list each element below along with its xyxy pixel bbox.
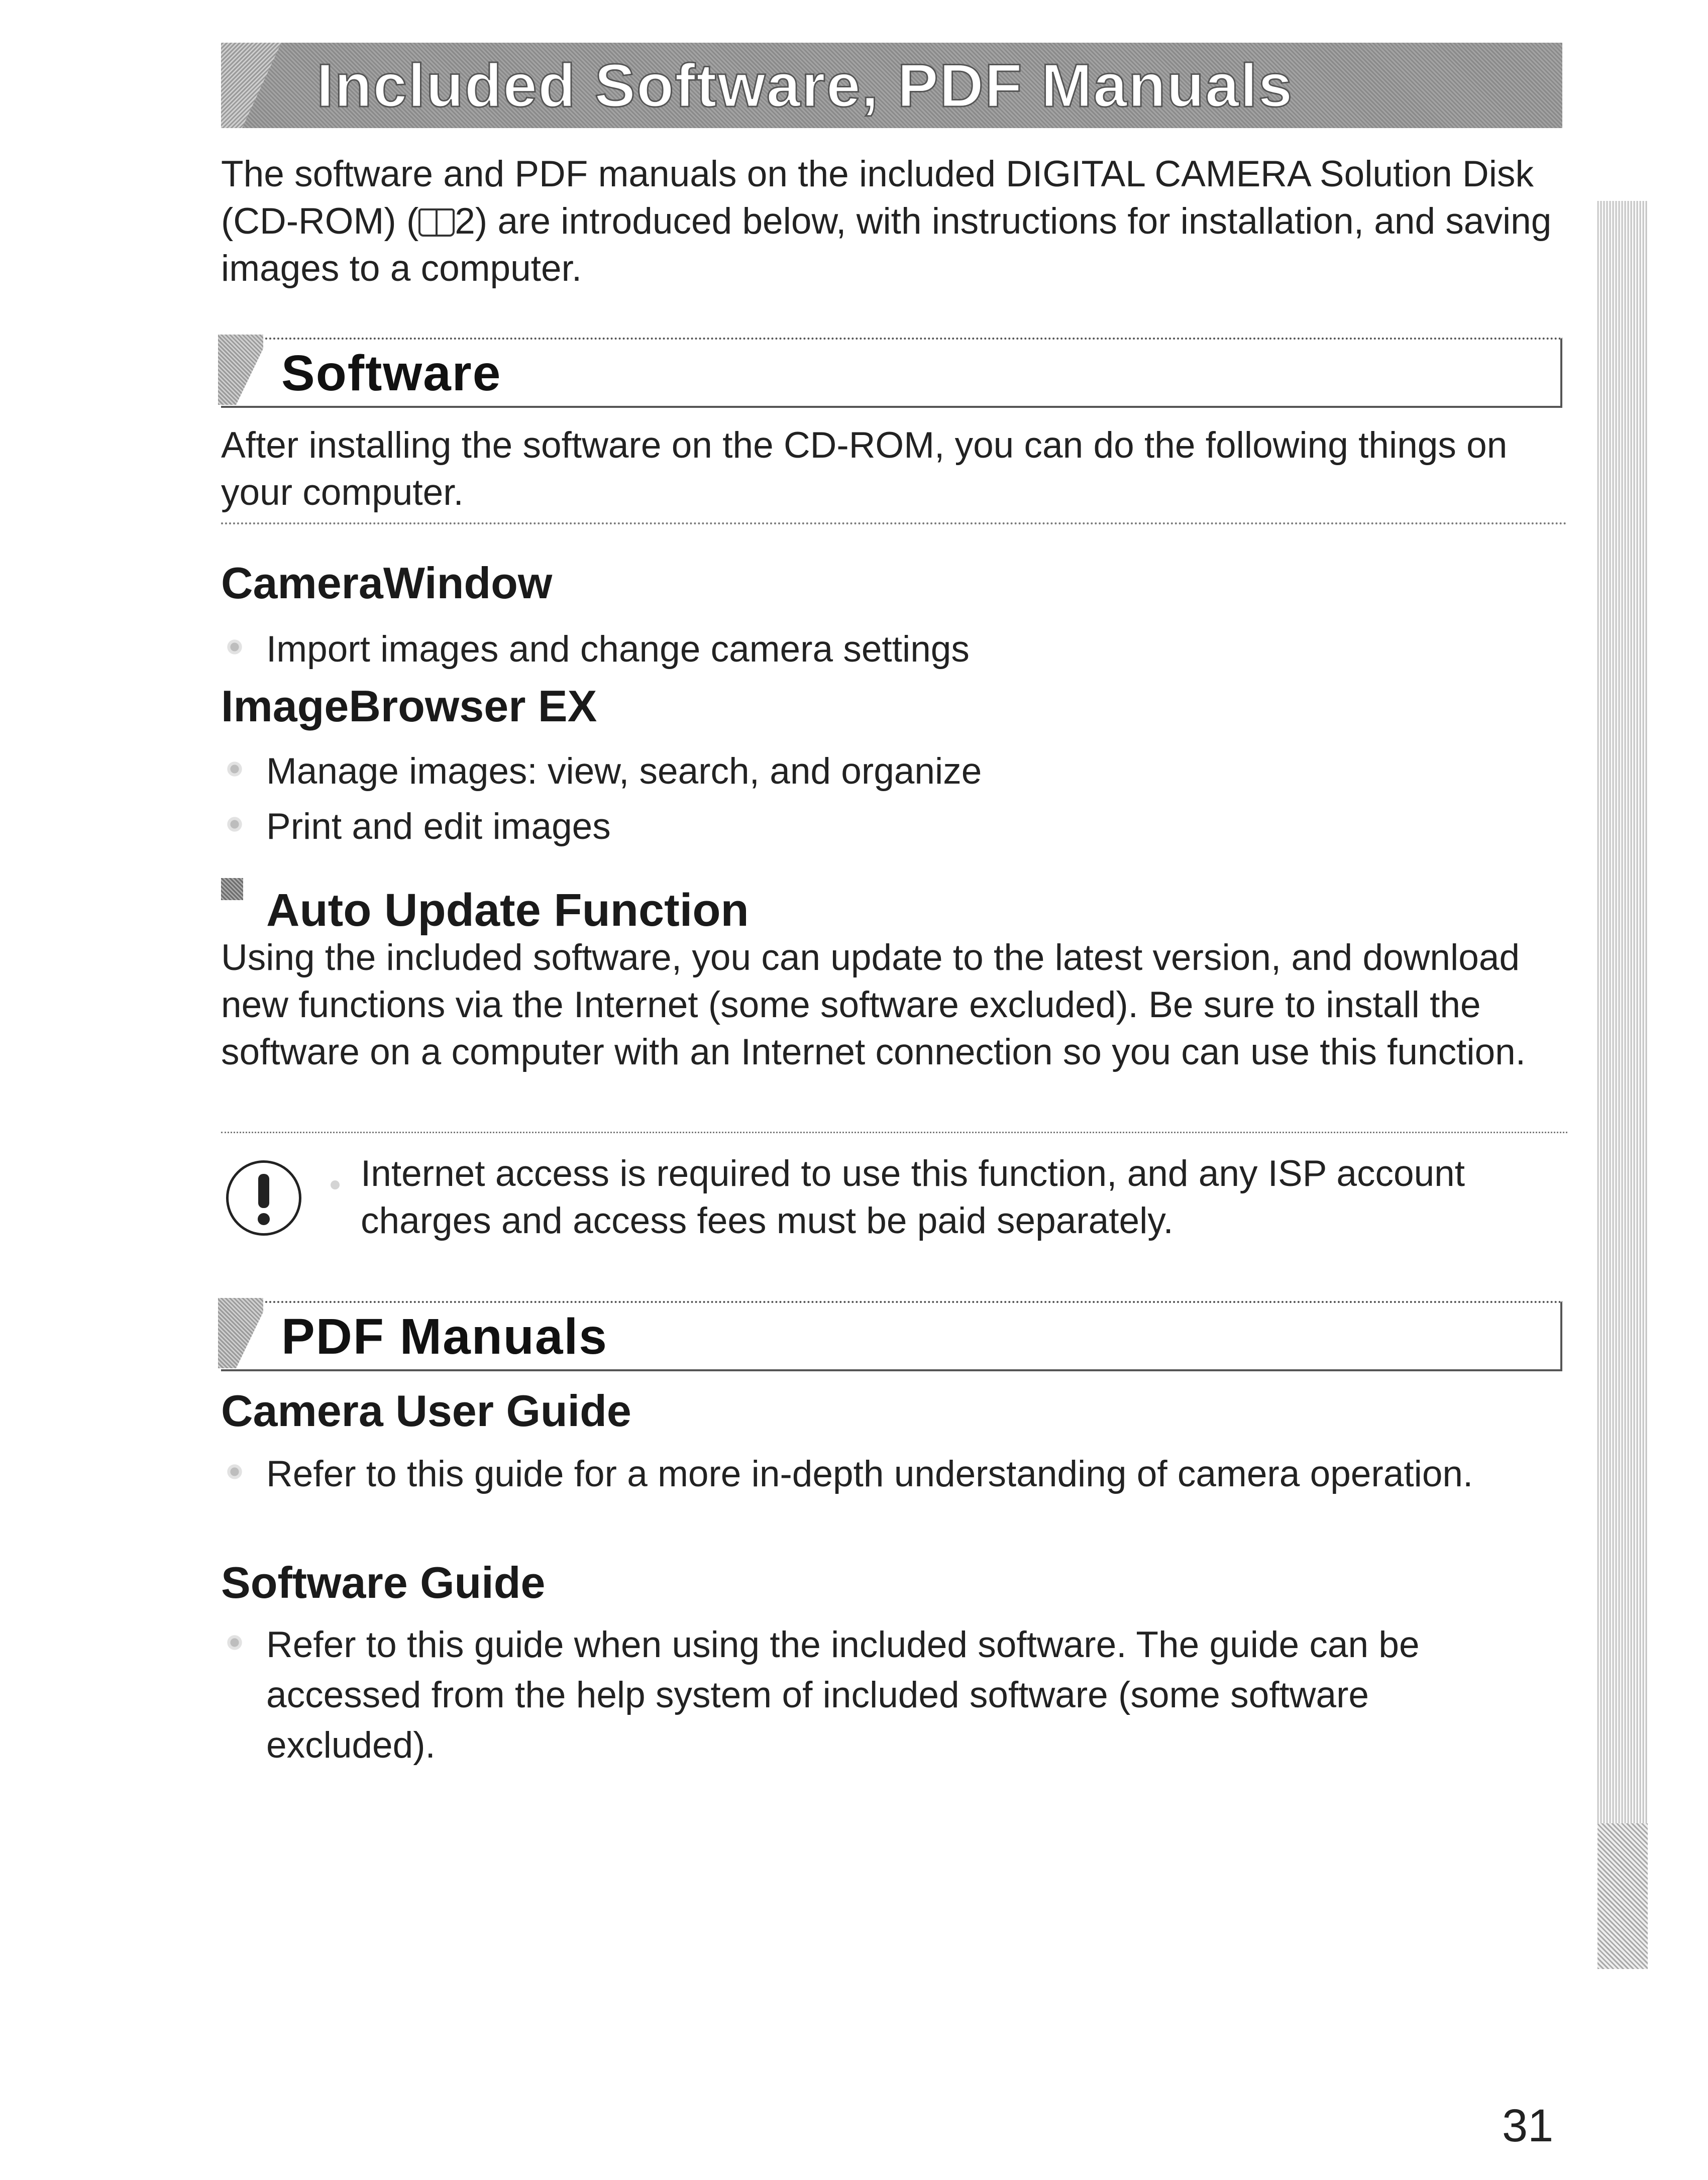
list-item xyxy=(221,746,1527,797)
list-item xyxy=(221,802,1527,852)
list-item-text: Import images and change camera settings xyxy=(266,629,970,670)
software-section-title: Software xyxy=(281,345,502,401)
intro-ref-page: 2 xyxy=(455,201,475,242)
bullet-icon xyxy=(226,760,243,778)
chapter-tab-strip xyxy=(1597,201,1648,1969)
dotted-divider xyxy=(221,522,1567,524)
chapter-tab-marker xyxy=(1597,1823,1648,1969)
intro-paragraph xyxy=(221,151,1567,292)
caution-icon-point xyxy=(258,1213,270,1225)
list-item-text: Refer to this guide when using the included software. The guide can be accessed from the help system of included software (some software excluded). xyxy=(266,1624,1420,1766)
auto-update-title: Auto Update Function xyxy=(266,885,749,936)
section-flag-icon xyxy=(218,335,263,405)
intro-text-end: ) are introduced below, with instructions for installation, and saving images to a computer. xyxy=(221,201,1552,289)
caution-note: Internet access is required to use this function, and any ISP account charges and access fees must be paid separately. xyxy=(361,1153,1465,1241)
bullet-icon xyxy=(226,1634,243,1651)
caution-icon-bar xyxy=(258,1174,269,1208)
square-marker-icon xyxy=(221,878,243,900)
page-number: 31 xyxy=(1502,2100,1554,2151)
software-description: After installing the software on the CD-ROM, you can do the following things on your computer. xyxy=(221,425,1508,513)
list-item-text: Print and edit images xyxy=(266,806,611,847)
section-flag-icon xyxy=(218,1298,263,1368)
auto-update-body: Using the included software, you can update to the latest version, and download new functions via the Internet (some software excluded). Be sure to install the software on a computer with an Internet connection so you can use this function. xyxy=(221,937,1526,1072)
banner-corner-decoration xyxy=(221,43,281,128)
title-banner xyxy=(221,43,1562,128)
camerawindow-heading: CameraWindow xyxy=(221,558,553,608)
imagebrowser-heading: ImageBrowser EX xyxy=(221,681,597,731)
camera-user-guide-heading: Camera User Guide xyxy=(221,1386,631,1436)
caution-icon xyxy=(226,1160,301,1236)
list-item-text: Refer to this guide for a more in-depth understanding of camera operation. xyxy=(266,1454,1473,1494)
list-item xyxy=(221,1449,1527,1499)
pdf-section-header xyxy=(221,1301,1562,1371)
book-reference-icon xyxy=(418,208,455,237)
pdf-section-title: PDF Manuals xyxy=(281,1309,608,1365)
page-title: Included Software, PDF Manuals xyxy=(316,51,1294,120)
bullet-icon xyxy=(226,1463,243,1480)
list-item xyxy=(221,624,1527,675)
intro-text-start: The software and PDF manuals on the included DIGITAL CAMERA Solution Disk (CD-ROM) ( xyxy=(221,154,1534,242)
auto-update-heading xyxy=(221,884,749,937)
dotted-divider xyxy=(221,1132,1567,1133)
software-section-header xyxy=(221,338,1562,408)
list-item xyxy=(221,1620,1527,1771)
software-guide-heading: Software Guide xyxy=(221,1558,546,1607)
bullet-icon xyxy=(226,816,243,833)
list-item-text: Manage images: view, search, and organize xyxy=(266,751,982,792)
bullet-icon xyxy=(226,638,243,656)
bullet-icon xyxy=(331,1180,340,1189)
